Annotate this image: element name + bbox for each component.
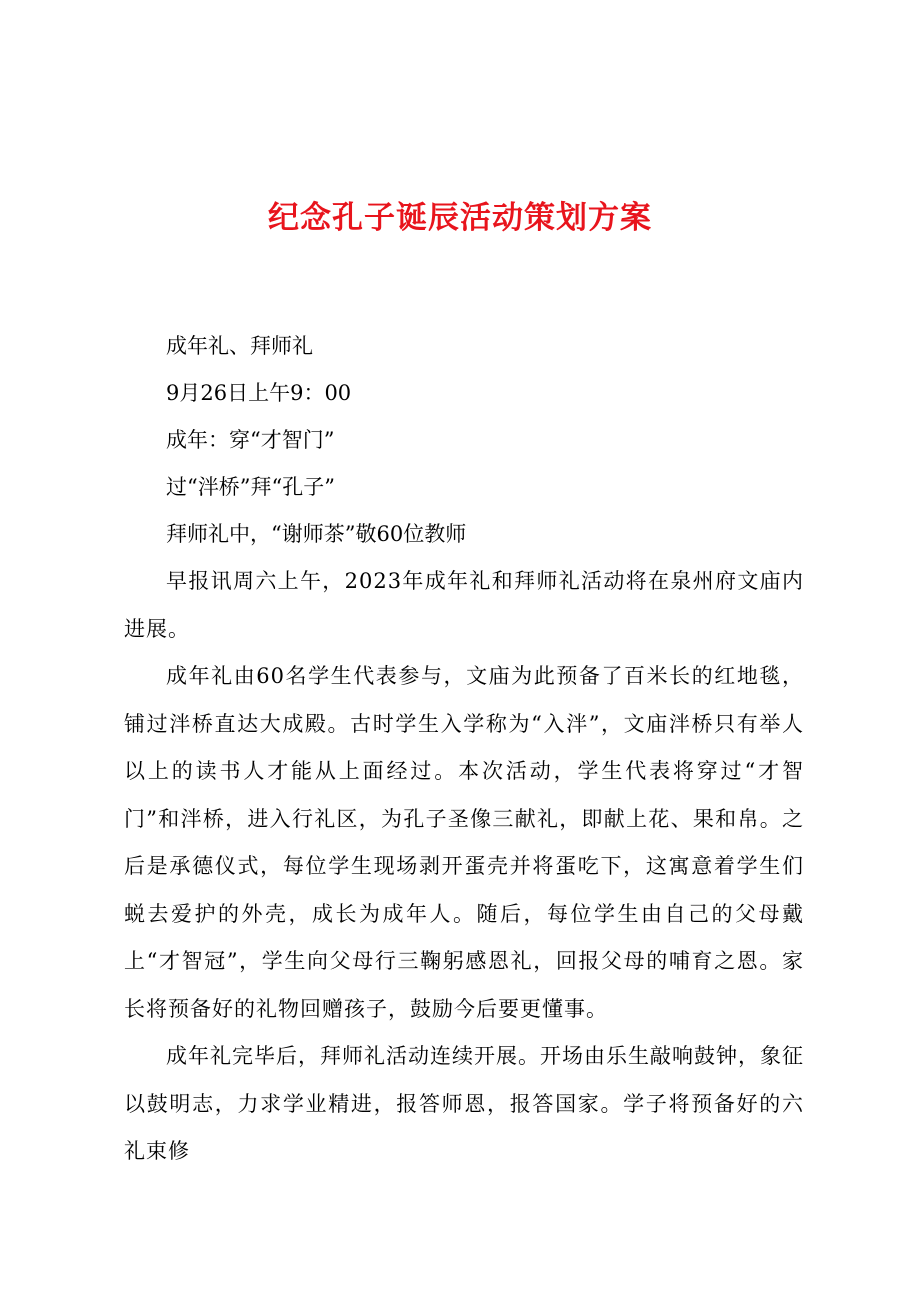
document-title: 纪念孔子诞辰活动策划方案: [268, 200, 652, 236]
paragraph-teacher-ceremony: 成年礼完毕后，拜师礼活动连续开展。开场由乐生敲响鼓钟，象征以鼓明志，力求学业精进，报答师恩，报答国家。学子将预备好的六礼束修: [124, 1044, 804, 1163]
tea-line: 拜师礼中，“谢师茶”敬60位教师: [166, 522, 467, 546]
event-names-line: 成年礼、拜师礼: [166, 334, 313, 358]
coming-of-age-line: 成年：穿“才智门”: [166, 428, 335, 452]
event-time-line: 9月26日上午9：00: [166, 381, 352, 405]
document-body: [124, 323, 804, 1176]
paragraph-coming-of-age: 成年礼由60名学生代表参与，文庙为此预备了百米长的红地毯，铺过泮桥直达大成殿。古时学生入学称为“入泮”，文庙泮桥只有举人以上的读书人才能从上面经过。本次活动，学生代表将穿过“才智门”和泮桥，进入行礼区，为孔子圣像三献礼，即献上花、果和帛。之后是承德仪式，每位学生现场剥开蛋壳并将蛋吃下，这寓意着学生们蜕去爱护的外壳，成长为成年人。随后，每位学生由自己的父母戴上“才智冠”，学生向父母行三鞠躬感恩礼，回报父母的哺育之恩。家长将预备好的礼物回赠孩子，鼓励今后要更懂事。: [124, 664, 804, 1021]
bridge-line: 过“泮桥”拜“孔子”: [166, 475, 335, 499]
paragraph-intro: 早报讯周六上午，2023年成年礼和拜师礼活动将在泉州府文庙内进展。: [124, 569, 804, 641]
